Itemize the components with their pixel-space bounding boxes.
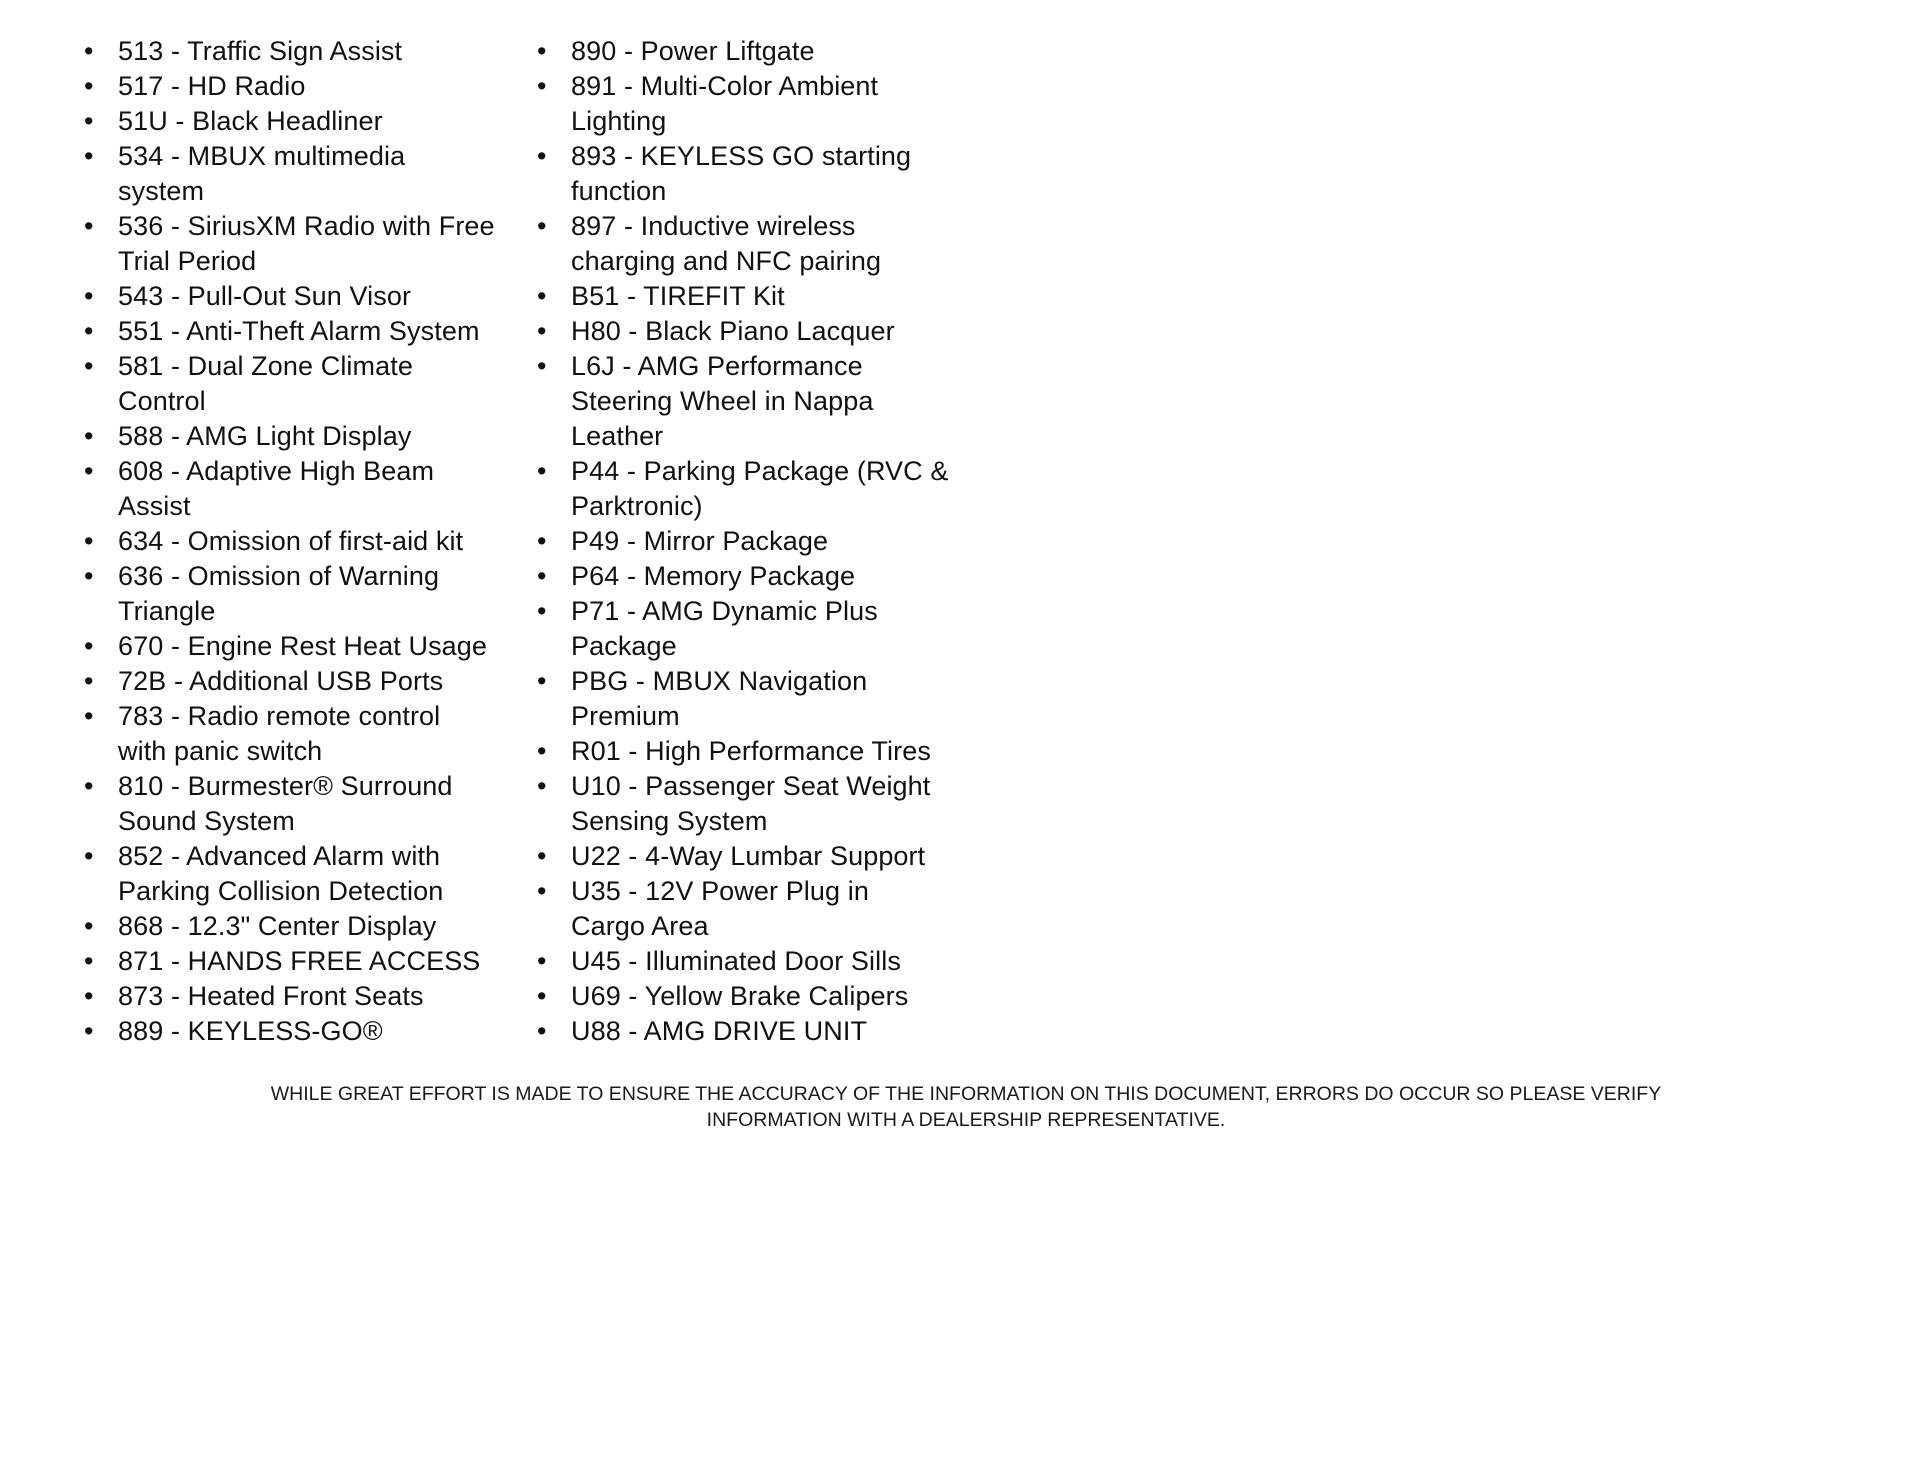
list-item: • 890 - Power Liftgate <box>537 34 997 69</box>
list-item: • 551 - Anti-Theft Alarm System <box>84 314 524 349</box>
list-item: • U10 - Passenger Seat Weight Sensing System <box>537 769 991 839</box>
list-item: • 513 - Traffic Sign Assist <box>84 34 524 69</box>
list-item: • 810 - Burmester® Surround Sound System <box>84 769 498 839</box>
list-item: • 543 - Pull-Out Sun Visor <box>84 279 524 314</box>
list-item: • P49 - Mirror Package <box>537 524 997 559</box>
options-list-left <box>84 34 524 1049</box>
list-item: • 534 - MBUX multimedia system <box>84 139 428 209</box>
list-item: • 588 - AMG Light Display <box>84 419 524 454</box>
list-item: • 670 - Engine Rest Heat Usage <box>84 629 524 664</box>
list-item: • 636 - Omission of Warning Triangle <box>84 559 488 629</box>
list-item: • L6J - AMG Performance Steering Wheel in Nappa Leather <box>537 349 931 454</box>
list-item: • PBG - MBUX Navigation Premium <box>537 664 921 734</box>
list-item: • R01 - High Performance Tires <box>537 734 997 769</box>
list-item: • 889 - KEYLESS-GO® <box>84 1014 524 1049</box>
list-item: • 51U - Black Headliner <box>84 104 524 139</box>
list-item: • P44 - Parking Package (RVC & Parktronic) <box>537 454 1011 524</box>
list-item: • H80 - Black Piano Lacquer <box>537 314 997 349</box>
list-item: • 897 - Inductive wireless charging and NFC pairing <box>537 209 941 279</box>
list-item: • 517 - HD Radio <box>84 69 524 104</box>
list-item: • 868 - 12.3" Center Display <box>84 909 524 944</box>
list-item: • 873 - Heated Front Seats <box>84 979 524 1014</box>
list-item: • U22 - 4-Way Lumbar Support <box>537 839 997 874</box>
list-item: • B51 - TIREFIT Kit <box>537 279 997 314</box>
list-item: • 608 - Adaptive High Beam Assist <box>84 454 458 524</box>
disclaimer-line: INFORMATION WITH A DEALERSHIP REPRESENTATIVE. <box>706 1109 1226 1131</box>
list-item: • 893 - KEYLESS GO starting function <box>537 139 961 209</box>
list-item: • 536 - SiriusXM Radio with Free Trial Period <box>84 209 528 279</box>
list-item: • 581 - Dual Zone Climate Control <box>84 349 448 419</box>
list-item: • P71 - AMG Dynamic Plus Package <box>537 594 921 664</box>
list-item: • P64 - Memory Package <box>537 559 997 594</box>
list-item: • 72B - Additional USB Ports <box>84 664 524 699</box>
list-item: • U88 - AMG DRIVE UNIT <box>537 1014 997 1049</box>
disclaimer-line: WHILE GREAT EFFORT IS MADE TO ENSURE THE ACCURACY OF THE INFORMATION ON THIS DOCUMENT, ERRORS DO OCCUR SO PLEASE VERIFY <box>270 1083 1662 1105</box>
options-list-right <box>537 34 997 1049</box>
list-item: • 871 - HANDS FREE ACCESS <box>84 944 524 979</box>
list-item: • 891 - Multi-Color Ambient Lighting <box>537 69 961 139</box>
list-item: • U45 - Illuminated Door Sills <box>537 944 997 979</box>
list-item: • U69 - Yellow Brake Calipers <box>537 979 997 1014</box>
list-item: • 783 - Radio remote control with panic switch <box>84 699 488 769</box>
list-item: • 852 - Advanced Alarm with Parking Collision Detection <box>84 839 508 909</box>
list-item: • 634 - Omission of first-aid kit <box>84 524 524 559</box>
list-item: • U35 - 12V Power Plug in Cargo Area <box>537 874 911 944</box>
disclaimer-text <box>0 1081 1920 1133</box>
